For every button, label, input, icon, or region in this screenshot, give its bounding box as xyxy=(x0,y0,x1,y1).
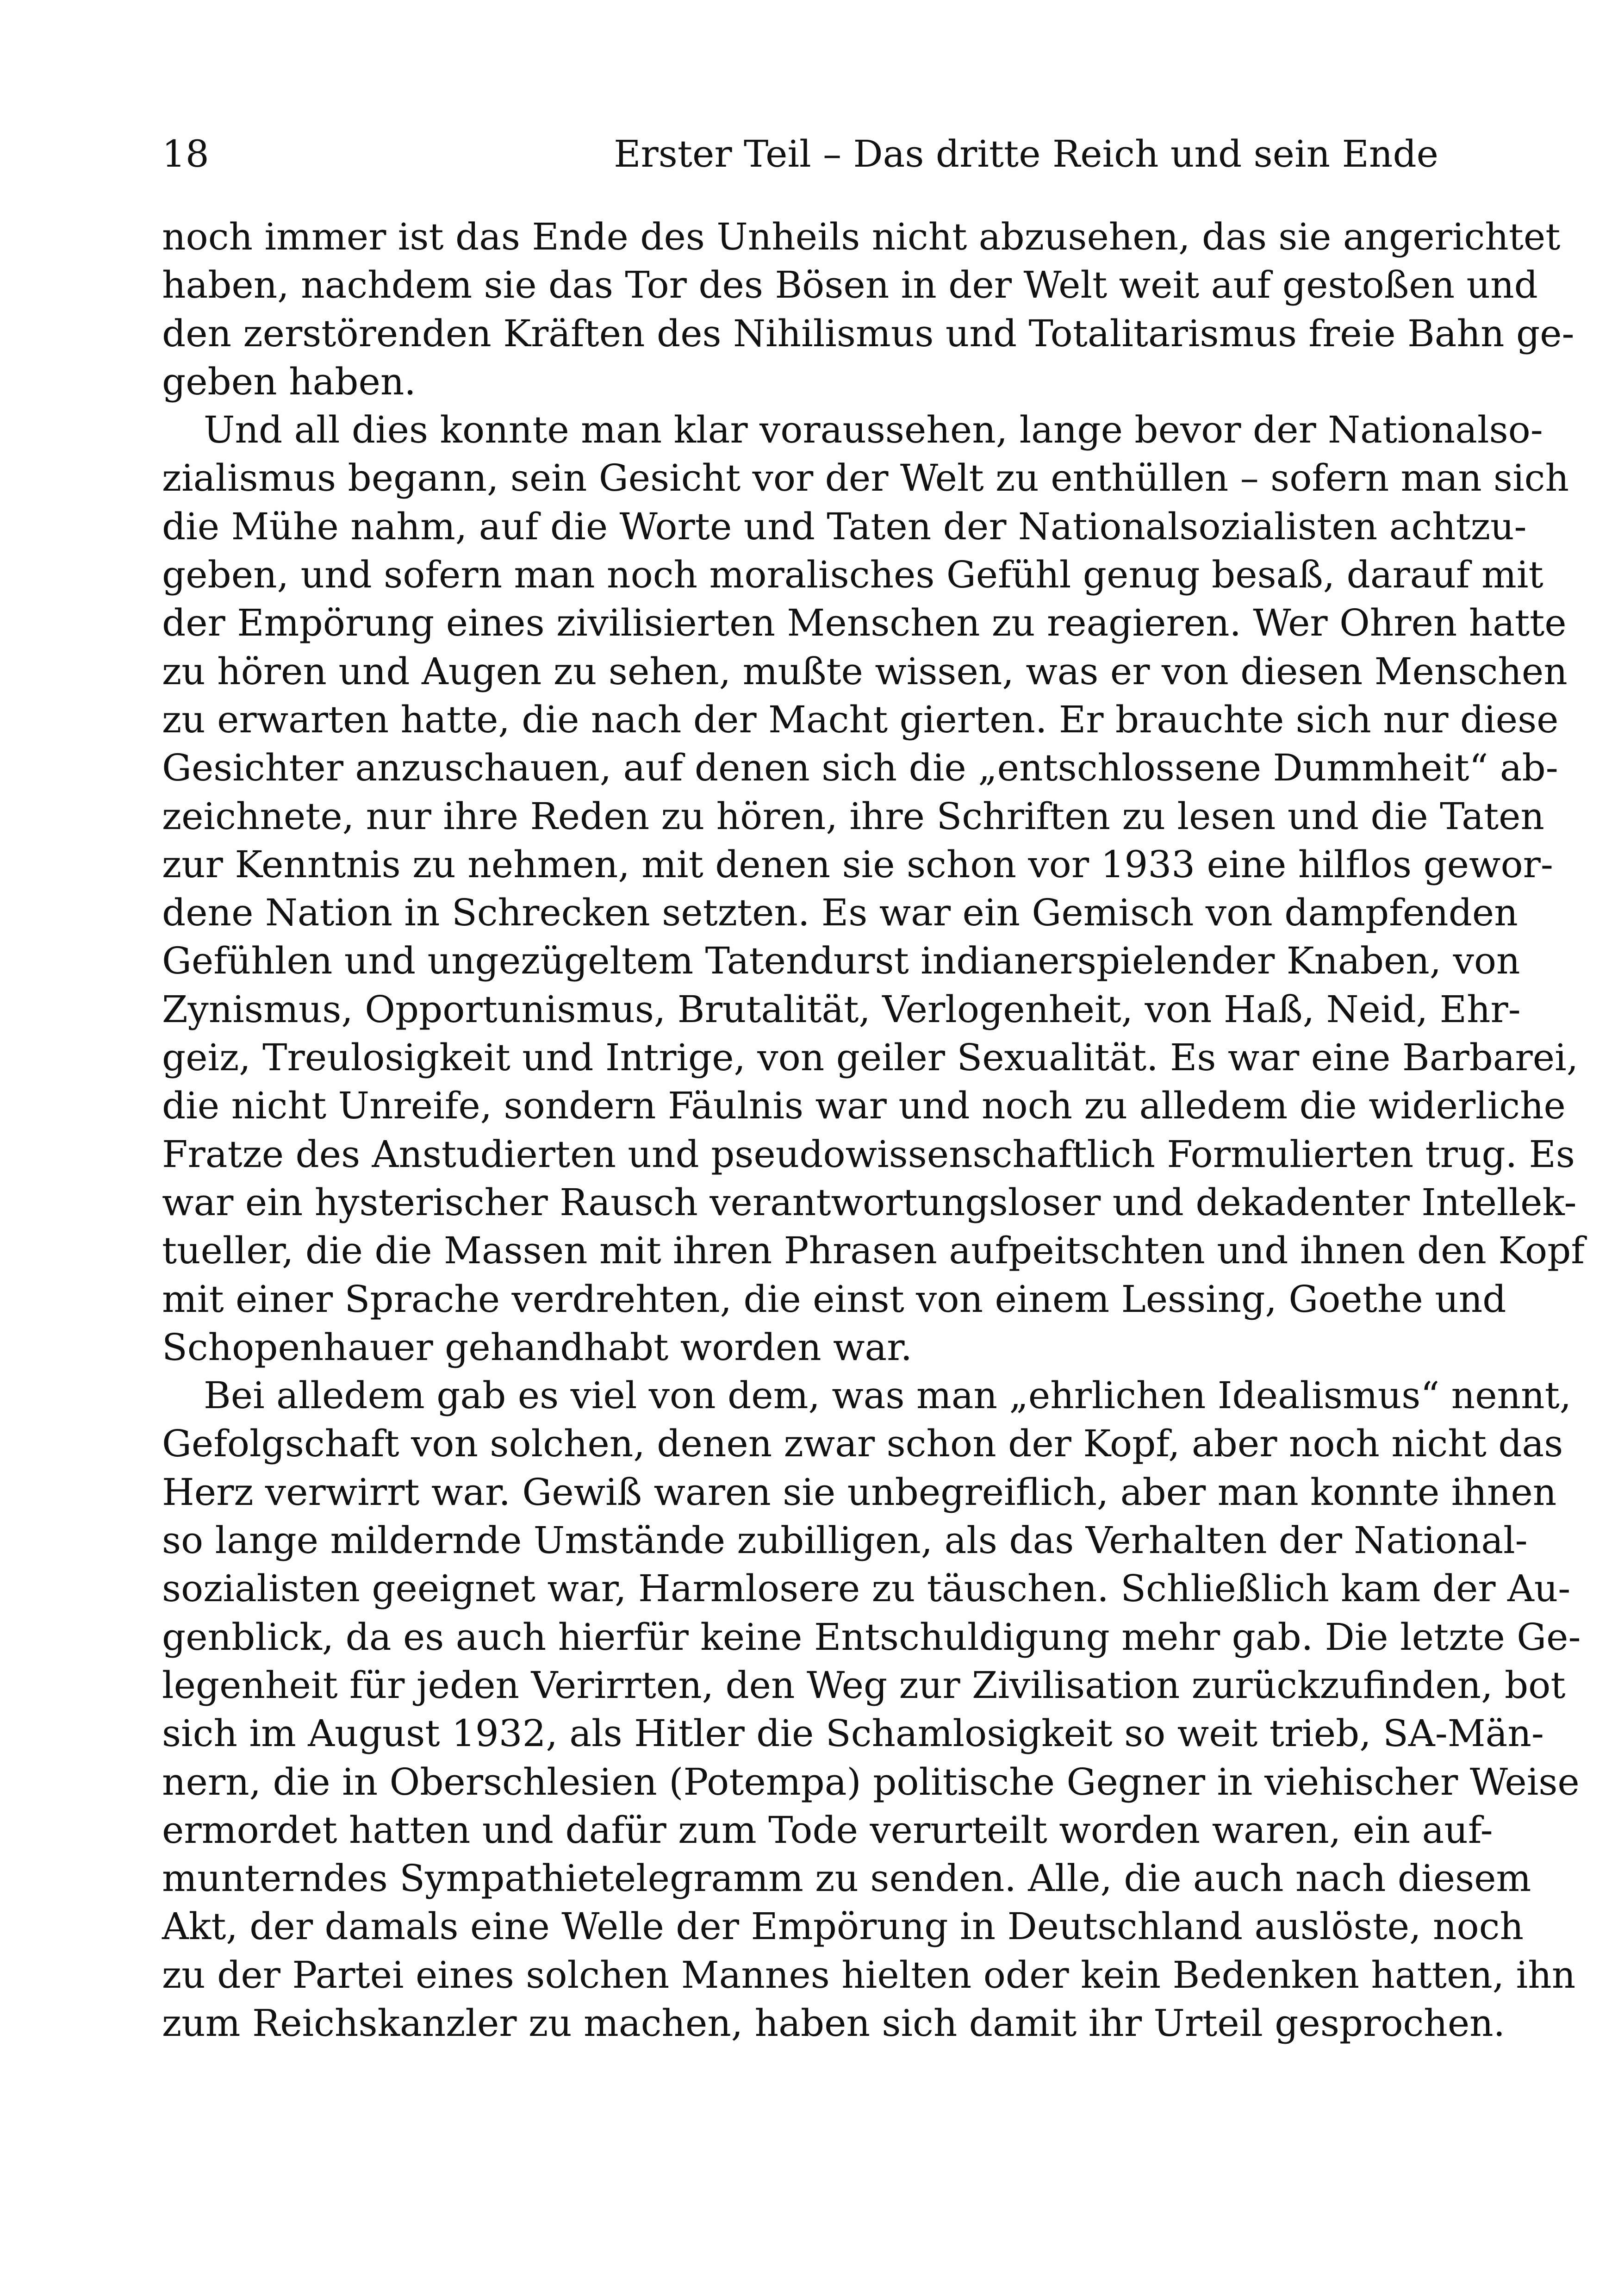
text-line: Herz verwirrt war. Gewiß waren sie unbegreiflich, aber man konnte ihnen xyxy=(162,1470,1557,1514)
text-line: tueller, die die Massen mit ihren Phrasen aufpeitschten und ihnen den Kopf xyxy=(162,1229,1585,1273)
text-line: noch immer ist das Ende des Unheils nicht abzusehen, das sie angerichtet xyxy=(162,215,1561,258)
text-line: zu erwarten hatte, die nach der Macht gierten. Er brauchte sich nur diese xyxy=(162,698,1559,741)
running-header xyxy=(162,129,1438,180)
text-line: den zerstörenden Kräften des Nihilismus und Totalitarismus freie Bahn ge- xyxy=(162,312,1574,355)
text-line: der Empörung eines zivilisierten Menschen zu reagieren. Wer Ohren hatte xyxy=(162,601,1567,645)
text-line: ermordet hatten und dafür zum Tode verurteilt worden waren, ein auf- xyxy=(162,1808,1493,1852)
text-line: so lange mildernde Umstände zubilligen, als das Verhalten der National- xyxy=(162,1519,1528,1562)
text-line: munterndes Sympathietelegramm zu senden. Alle, die auch nach diesem xyxy=(162,1857,1531,1900)
text-line: nern, die in Oberschlesien (Potempa) politische Gegner in viehischer Weise xyxy=(162,1760,1580,1803)
text-line: haben, nachdem sie das Tor des Bösen in der Welt weit auf gestoßen und xyxy=(162,263,1538,307)
text-line: zu hören und Augen zu sehen, mußte wissen, was er von diesen Menschen xyxy=(162,649,1568,693)
text-line: zur Kenntnis zu nehmen, mit denen sie schon vor 1933 eine hilflos gewor- xyxy=(162,842,1553,886)
text-line: Akt, der damals eine Welle der Empörung in Deutschland auslöste, noch xyxy=(162,1905,1524,1948)
body-text xyxy=(162,213,1585,2047)
text-line: war ein hysterischer Rausch verantwortungsloser und dekadenter Intellek- xyxy=(162,1180,1577,1224)
text-line: genblick, da es auch hierfür keine Entschuldigung mehr gab. Die letzte Ge- xyxy=(162,1615,1581,1659)
page-number: 18 xyxy=(162,132,209,175)
running-header-title: Erster Teil – Das dritte Reich und sein Ende xyxy=(614,132,1438,175)
text-line: die Mühe nahm, auf die Worte und Taten der Nationalsozialisten achtzu- xyxy=(162,505,1527,548)
text-line: zu der Partei eines solchen Mannes hielten oder kein Bedenken hatten, ihn xyxy=(162,1953,1576,1997)
text-line: zeichnete, nur ihre Reden zu hören, ihre Schriften zu lesen und die Taten xyxy=(162,794,1544,838)
text-line: zialismus begann, sein Gesicht vor der Welt zu enthüllen – sofern man sich xyxy=(162,456,1569,500)
text-line: Schopenhauer gehandhabt worden war. xyxy=(162,1325,913,1369)
text-line: Fratze des Anstudierten und pseudowissenschaftlich Formulierten trug. Es xyxy=(162,1132,1575,1176)
text-line: zum Reichskanzler zu machen, haben sich damit ihr Urteil gesprochen. xyxy=(162,2001,1506,2045)
text-line: sich im August 1932, als Hitler die Schamlosigkeit so weit trieb, SA-Män- xyxy=(162,1712,1544,1755)
text-line: legenheit für jeden Verirrten, den Weg zur Zivilisation zurückzufinden, bot xyxy=(162,1663,1566,1707)
text-line: Gesichter anzuschauen, auf denen sich die „entschlossene Dummheit“ ab- xyxy=(162,746,1558,790)
text-line: dene Nation in Schrecken setzten. Es war ein Gemisch von dampfenden xyxy=(162,891,1518,935)
text-line: geben haben. xyxy=(162,360,416,403)
text-line: Zynismus, Opportunismus, Brutalität, Verlogenheit, von Haß, Neid, Ehr- xyxy=(162,987,1521,1031)
text-line: die nicht Unreife, sondern Fäulnis war und noch zu alledem die widerliche xyxy=(162,1084,1566,1128)
text-line: Gefolgschaft von solchen, denen zwar schon der Kopf, aber noch nicht das xyxy=(162,1422,1563,1466)
text-line: geben, und sofern man noch moralisches Gefühl genug besaß, darauf mit xyxy=(162,553,1543,597)
text-line: Gefühlen und ungezügeltem Tatendurst indianerspielender Knaben, von xyxy=(162,939,1520,983)
text-line: sozialisten geeignet war, Harmlosere zu täuschen. Schließlich kam der Au- xyxy=(162,1567,1571,1610)
text-line: geiz, Treulosigkeit und Intrige, von geiler Sexualität. Es war eine Barbarei, xyxy=(162,1036,1579,1079)
text-line: Und all dies konnte man klar voraussehen, lange bevor der Nationalso- xyxy=(204,408,1543,452)
text-line: Bei alledem gab es viel von dem, was man „ehrlichen Idealismus“ nennt, xyxy=(204,1374,1572,1417)
text-line: mit einer Sprache verdrehten, die einst von einem Lessing, Goethe und xyxy=(162,1277,1506,1321)
